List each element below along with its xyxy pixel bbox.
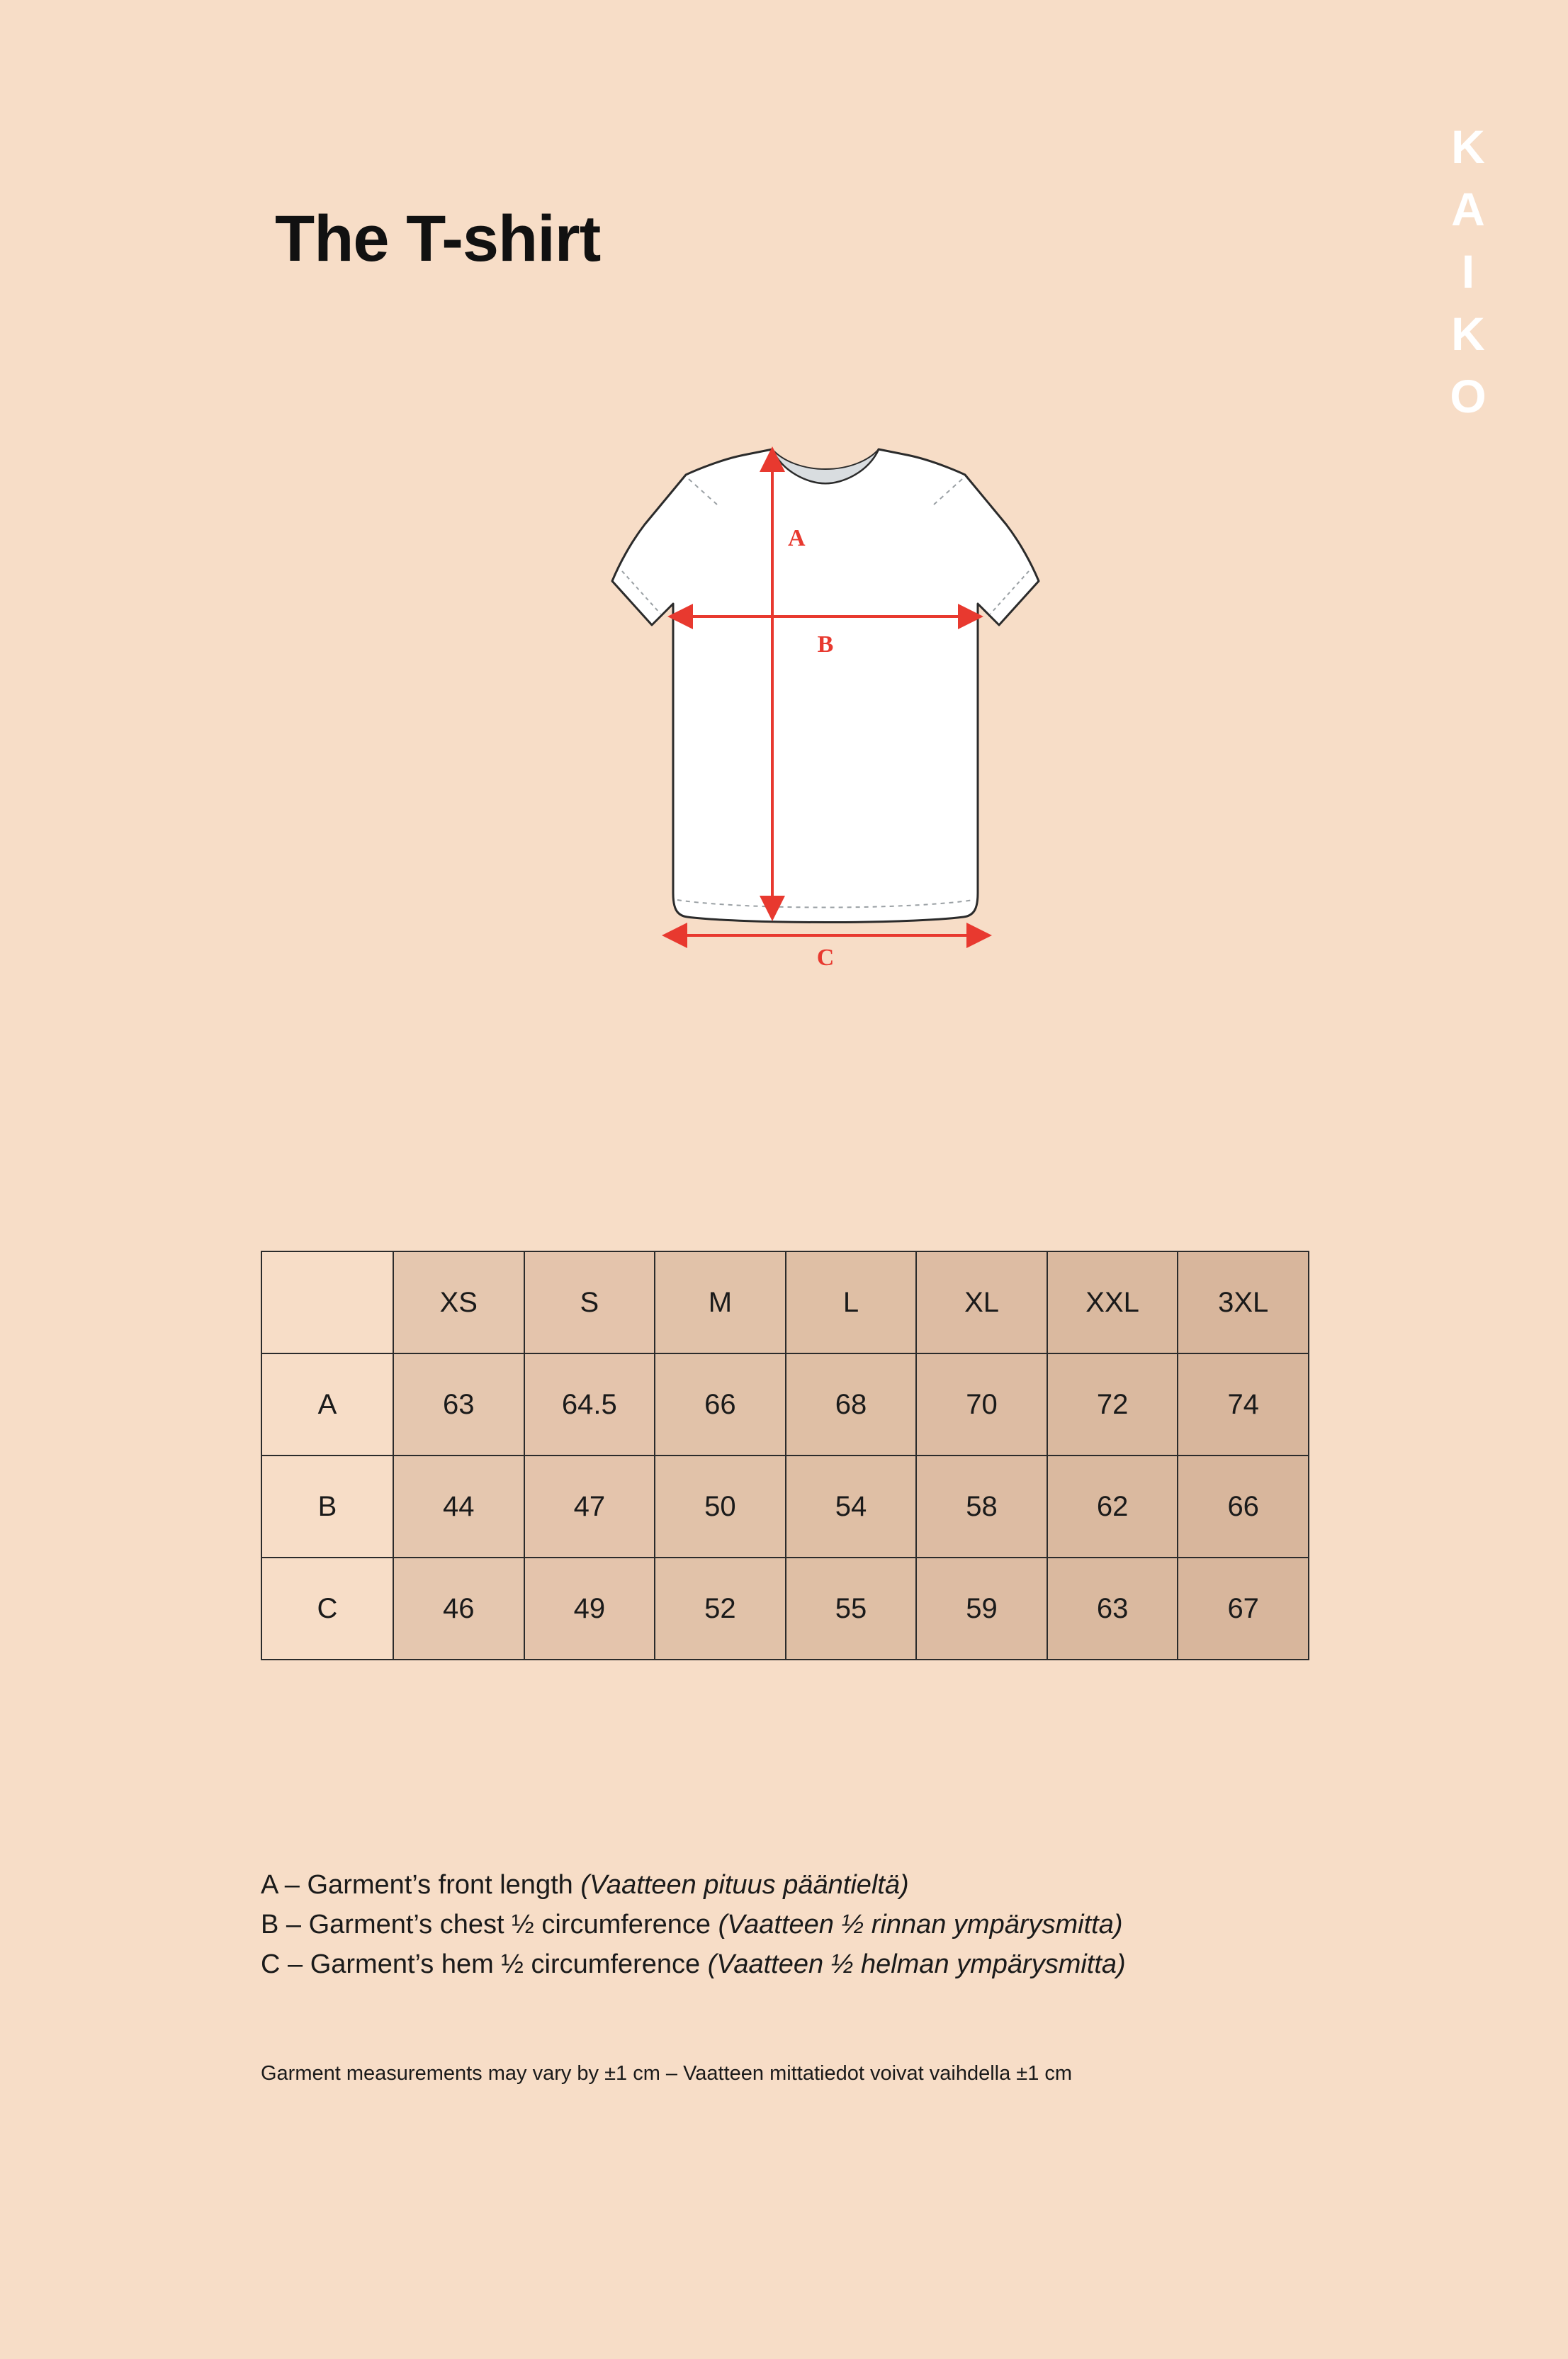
brand-logo: KAIKO — [1442, 120, 1494, 432]
legend-a-en: A – Garment’s front length — [261, 1870, 573, 1900]
legend — [261, 1865, 1366, 1985]
header-cell-m: M — [655, 1251, 786, 1353]
header-cell-corner — [261, 1251, 393, 1353]
legend-item-b — [261, 1905, 1366, 1944]
footnote: Garment measurements may vary by ±1 cm – Vaatteen mittatiedot voivat vaihdella ±1 cm — [261, 2062, 1073, 2085]
cell-a-xl: 70 — [916, 1353, 1047, 1456]
cell-b-xs: 44 — [393, 1456, 524, 1558]
measure-label-a: A — [788, 525, 806, 551]
cell-b-s: 47 — [524, 1456, 655, 1558]
cell-b-xl: 58 — [916, 1456, 1047, 1558]
header-cell-l: L — [786, 1251, 917, 1353]
cell-b-xxl: 62 — [1047, 1456, 1178, 1558]
row-label-c: C — [261, 1558, 393, 1660]
header-cell-xl: XL — [916, 1251, 1047, 1353]
cell-b-l: 54 — [786, 1456, 917, 1558]
legend-item-c — [261, 1944, 1366, 1984]
tshirt-diagram — [439, 439, 1134, 1134]
measure-label-c: C — [816, 945, 835, 971]
legend-c-fi: (Vaatteen ½ helman ympärysmitta) — [707, 1949, 1126, 1980]
cell-c-s: 49 — [524, 1558, 655, 1660]
header-cell-s: S — [524, 1251, 655, 1353]
size-table — [261, 1251, 1309, 1660]
legend-b-en: B – Garment’s chest ½ circumference — [261, 1910, 711, 1940]
cell-a-m: 66 — [655, 1353, 786, 1456]
cell-c-xs: 46 — [393, 1558, 524, 1660]
row-label-b: B — [261, 1456, 393, 1558]
table-row — [261, 1353, 1309, 1456]
cell-a-l: 68 — [786, 1353, 917, 1456]
row-label-a: A — [261, 1353, 393, 1456]
legend-c-en: C – Garment’s hem ½ circumference — [261, 1949, 701, 1980]
header-cell-3xl: 3XL — [1178, 1251, 1309, 1353]
page-title: The T-shirt — [275, 203, 601, 275]
cell-a-xxl: 72 — [1047, 1353, 1178, 1456]
measure-label-b: B — [817, 631, 834, 658]
cell-c-xxl: 63 — [1047, 1558, 1178, 1660]
cell-c-m: 52 — [655, 1558, 786, 1660]
cell-a-3xl: 74 — [1178, 1353, 1309, 1456]
cell-b-m: 50 — [655, 1456, 786, 1558]
table-row — [261, 1456, 1309, 1558]
cell-b-3xl: 66 — [1178, 1456, 1309, 1558]
table-row — [261, 1558, 1309, 1660]
legend-item-a — [261, 1865, 1366, 1905]
legend-a-fi: (Vaatteen pituus pääntieltä) — [580, 1870, 909, 1900]
cell-a-xs: 63 — [393, 1353, 524, 1456]
table-header-row — [261, 1251, 1309, 1353]
cell-c-l: 55 — [786, 1558, 917, 1660]
cell-c-xl: 59 — [916, 1558, 1047, 1660]
tshirt-outline — [612, 449, 1039, 923]
cell-a-s: 64.5 — [524, 1353, 655, 1456]
legend-b-fi: (Vaatteen ½ rinnan ympärysmitta) — [718, 1910, 1123, 1940]
cell-c-3xl: 67 — [1178, 1558, 1309, 1660]
header-cell-xs: XS — [393, 1251, 524, 1353]
header-cell-xxl: XXL — [1047, 1251, 1178, 1353]
